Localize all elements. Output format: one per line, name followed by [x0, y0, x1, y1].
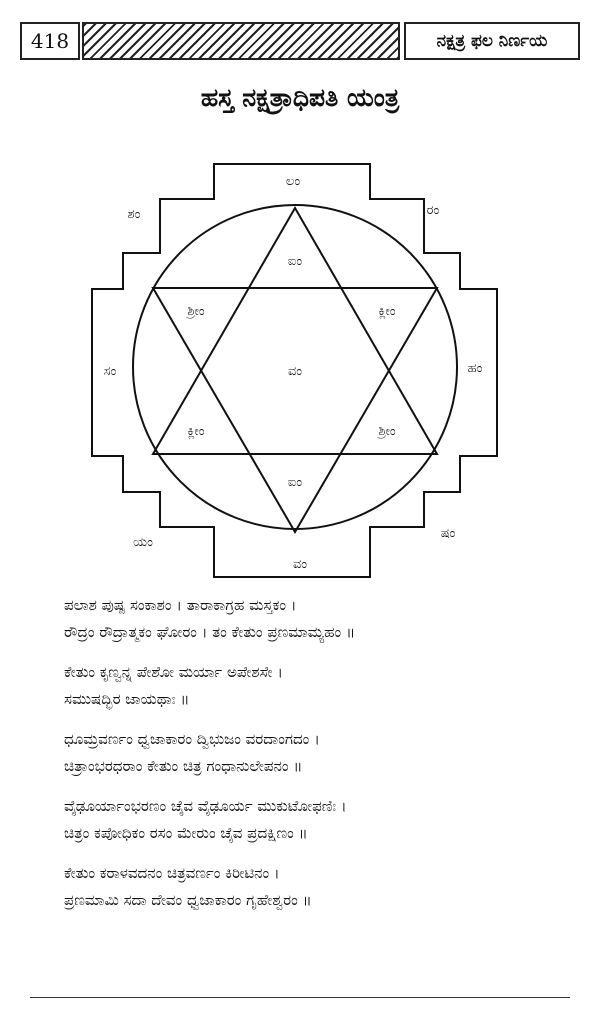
verse-line: ಧೂಮ್ರವರ್ಣಂ ಧ್ವಜಾಕಾರಂ ದ್ವಿಭುಜಂ ವರದಾಂಗದಂ । [64, 730, 320, 748]
running-title: ನಕ್ಷತ್ರ ಫಲ ನಿರ್ಣಯ [404, 22, 580, 60]
verse-line: ಸಮುಷದ್ಭಿರ ಜಾಯಥಾಃ ॥ [64, 690, 190, 708]
verse-line: ಪಲಾಶ ಪುಷ್ಪ ಸಂಕಾಶಂ । ತಾರಾಕಾಗ್ರಹ ಮಸ್ತಕಂ । [64, 596, 297, 614]
yantra-upward-triangle [153, 208, 437, 454]
verse-block [64, 592, 584, 927]
page-number: 418 [20, 22, 80, 60]
verse-line: ಚಿತ್ರಂ ಕಪೋಧಿಕಂ ರಸಂ ಮೇರುಂ ಚೈವ ಪ್ರದಕ್ಷಿಣಂ ॥ [64, 824, 308, 842]
verse-line: ವೈಢೂರ್ಯಾಂಭರಣಂ ಚೈವ ವೈಢೂರ್ಯ ಮುಕುಟೋಫಣಿಃ । [64, 797, 347, 815]
verse-line: ಕೇತುಂ ಕರಾಳವದನಂ ಚಿತ್ರವರ್ಣಂ ಕಿರೀಟಿನಂ । [64, 864, 280, 882]
yantra-inner-bottom-syllable: ಐಂ [287, 475, 303, 490]
yantra-inner-lower-right-syllable: ಶ್ರೀಂ [378, 424, 396, 439]
yantra-outer-bottom-syllable: ವಂ [292, 557, 308, 572]
footer-divider [30, 997, 570, 998]
page-title: ಹಸ್ತ ನಕ್ಷತ್ರಾಧಿಪತಿ ಯಂತ್ರ [200, 83, 400, 112]
yantra-inner-upper-left-syllable: ಶ್ರೀಂ [187, 304, 205, 319]
yantra-outer-top-right-syllable: ರಂ [426, 203, 440, 218]
verse-stanza [64, 659, 584, 713]
verse-stanza [64, 726, 584, 780]
verse-stanza [64, 860, 584, 914]
yantra-outer-bottom-right-syllable: ಷಂ [440, 526, 456, 541]
verse-line: ರೌದ್ರಂ ರೌದ್ರಾತ್ಮಕಂ ಘೋರಂ । ತಂ ಕೇತುಂ ಪ್ರಣಮಾಮ್ಯಹಂ ॥ [64, 623, 356, 641]
verse-line: ಚಿತ್ರಾಂಭರಧರಾಂ ಕೇತುಂ ಚಿತ್ರ ಗಂಧಾನುಲೇಪನಂ ॥ [64, 757, 303, 775]
yantra-outer-top-syllable: ಲಂ [285, 174, 301, 189]
yantra-outer-bottom-left-syllable: ಯಂ [133, 535, 153, 550]
yantra-inner-upper-right-syllable: ಕ್ಲೀಂ [378, 304, 396, 319]
yantra-outer-right-syllable: ಹಂ [467, 361, 483, 376]
verse-line: ಕೇತುಂ ಕೃಣ್ವನ್ನ ಪೇಶೋ ಮರ್ಯಾ ಅಪೇಶಸೇ । [64, 663, 283, 681]
yantra-inner-lower-left-syllable: ಕ್ಲೀಂ [187, 424, 205, 439]
verse-line: ಪ್ರಣಮಾಮಿ ಸದಾ ದೇವಂ ಧ್ವಜಾಕಾರಂ ಗೃಹೇಶ್ವರಂ ॥ [64, 891, 312, 909]
yantra-center-syllable: ವಂ [287, 364, 303, 379]
verse-stanza [64, 793, 584, 847]
yantra-outer-left-syllable: ಸಂ [103, 364, 117, 379]
verse-stanza [64, 592, 584, 646]
yantra-outer-top-left-syllable: ಶಂ [127, 207, 141, 222]
yantra-inner-top-syllable: ಐಂ [287, 254, 303, 269]
